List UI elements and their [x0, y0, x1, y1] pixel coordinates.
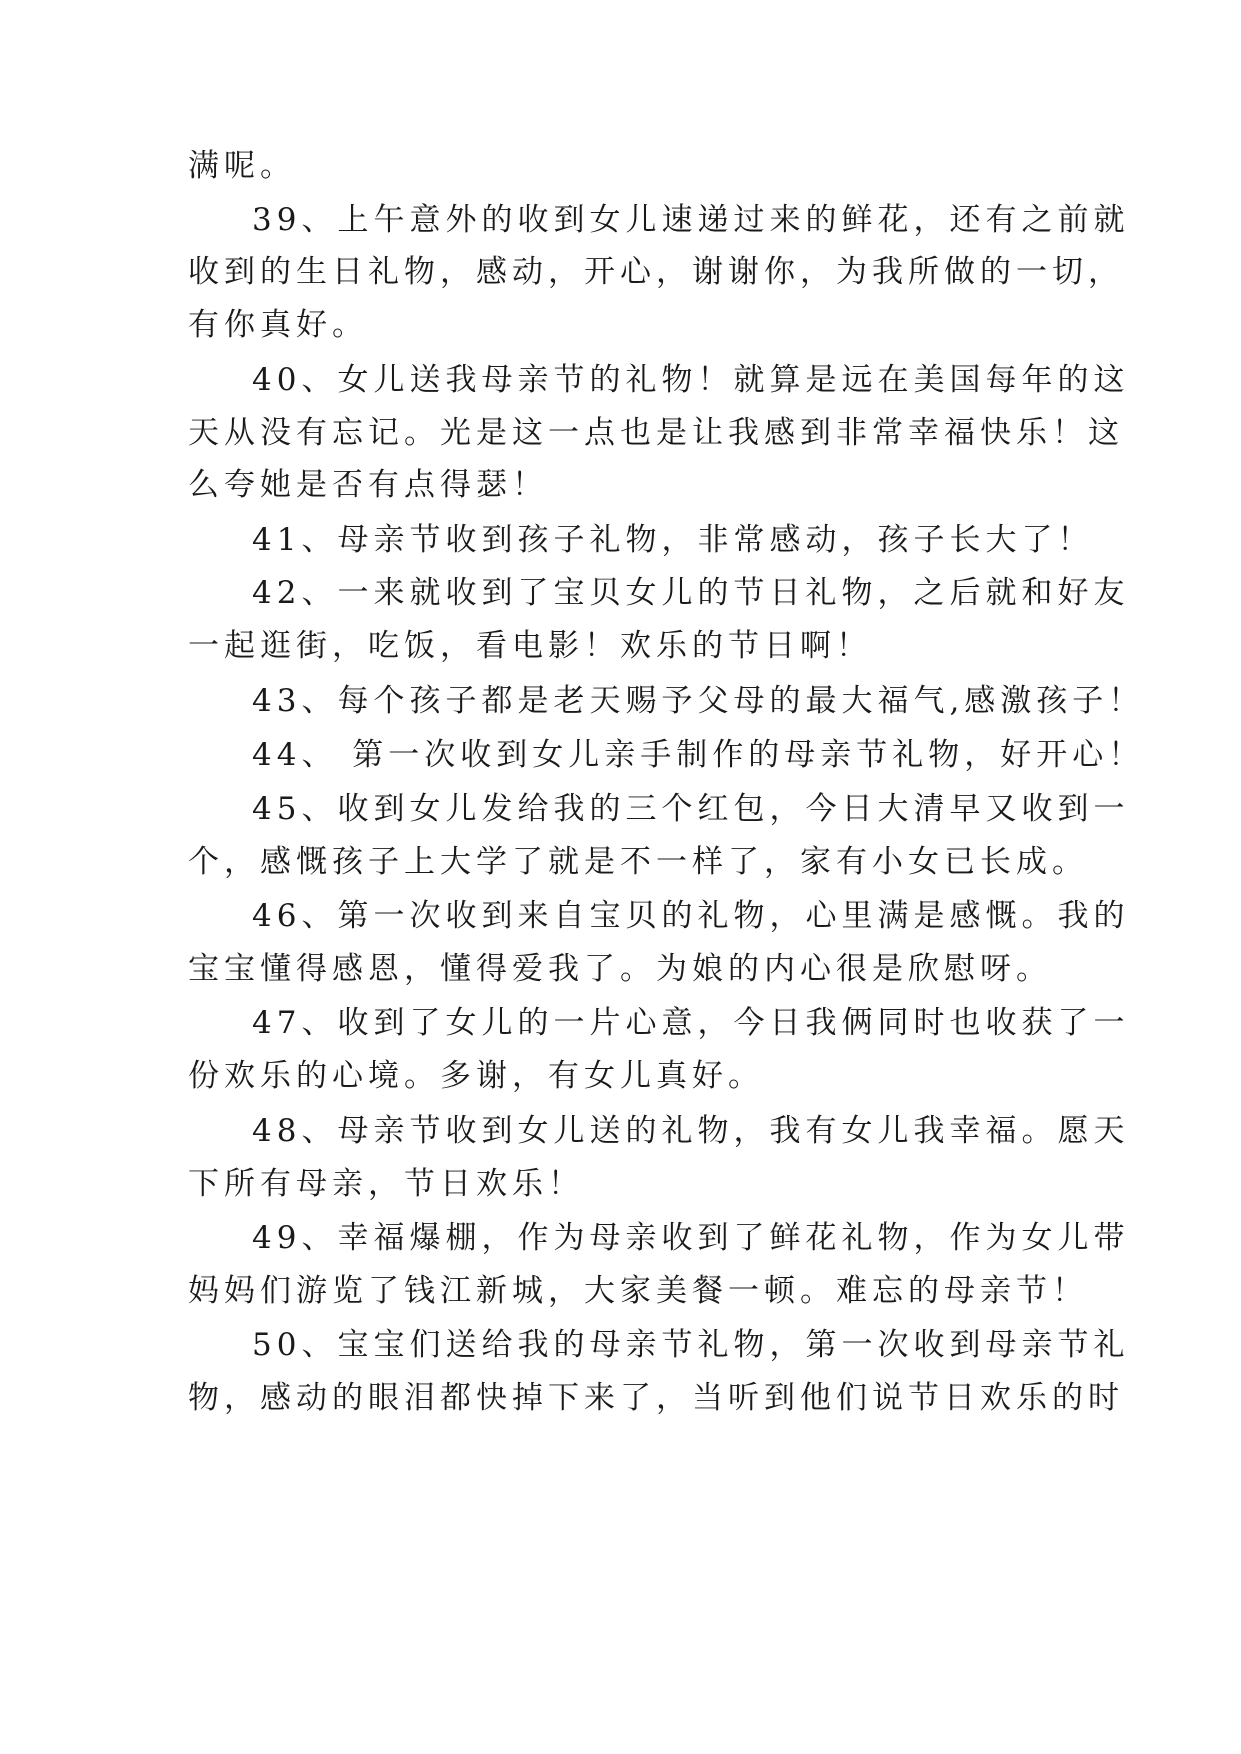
text-line: 一起逛街，吃饭，看电影！欢乐的节日啊！ — [188, 628, 872, 664]
text-line: 39、上午意外的收到女儿速递过来的鲜花，还有之前就 — [252, 202, 1130, 238]
text-line: 宝宝懂得感恩，懂得爱我了。为娘的内心很是欣慰呀。 — [188, 951, 1052, 987]
text-line: 47、收到了女儿的一片心意，今日我俩同时也收获了一 — [252, 1005, 1130, 1041]
text-line: 46、第一次收到来自宝贝的礼物，心里满是感慨。我的 — [252, 898, 1130, 934]
text-line: 份欢乐的心境。多谢，有女儿真好。 — [188, 1058, 764, 1094]
text-line: 49、幸福爆棚，作为母亲收到了鲜花礼物，作为女儿带 — [252, 1220, 1130, 1256]
text-line: 下所有母亲，节日欢乐！ — [188, 1166, 584, 1202]
text-line: 41、母亲节收到孩子礼物，非常感动，孩子长大了！ — [252, 522, 1094, 558]
text-line: 48、母亲节收到女儿送的礼物，我有女儿我幸福。愿天 — [252, 1113, 1130, 1149]
text-line: 40、女儿送我母亲节的礼物！就算是远在美国每年的这 — [252, 362, 1130, 398]
text-line: 44、 第一次收到女儿亲手制作的母亲节礼物，好开心！ — [252, 737, 1145, 773]
text-line: 有你真好。 — [188, 307, 368, 343]
text-line: 满呢。 — [188, 148, 296, 184]
text-line: 天从没有忘记。光是这一点也是让我感到非常幸福快乐！这 — [188, 415, 1124, 451]
text-line: 个，感慨孩子上大学了就是不一样了，家有小女已长成。 — [188, 844, 1088, 880]
text-line: 42、一来就收到了宝贝女儿的节日礼物，之后就和好友 — [252, 575, 1130, 611]
text-line: 45、收到女儿发给我的三个红包，今日大清早又收到一 — [252, 791, 1130, 827]
text-line: 物，感动的眼泪都快掉下来了，当听到他们说节日欢乐的时 — [188, 1380, 1124, 1416]
text-line: 50、宝宝们送给我的母亲节礼物，第一次收到母亲节礼 — [252, 1327, 1130, 1363]
text-line: 收到的生日礼物，感动，开心，谢谢你，为我所做的一切， — [188, 254, 1124, 290]
text-line: 妈妈们游览了钱江新城，大家美餐一顿。难忘的母亲节！ — [188, 1273, 1088, 1309]
text-line: 43、每个孩子都是老天赐予父母的最大福气,感激孩子！ — [252, 683, 1145, 719]
text-line: 么夸她是否有点得瑟！ — [188, 467, 548, 503]
